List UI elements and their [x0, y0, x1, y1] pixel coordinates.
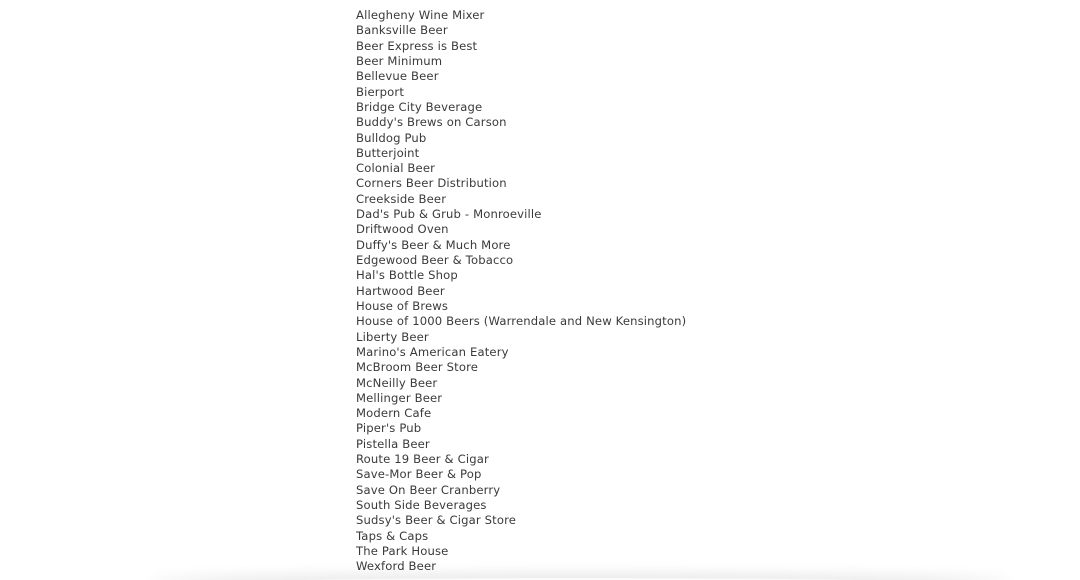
list-item: Bulldog Pub	[356, 130, 427, 145]
list-item: Beer Express is Best	[356, 38, 478, 53]
list-item: Taps & Caps	[356, 528, 429, 543]
list-item: Sudsy's Beer & Cigar Store	[356, 513, 517, 528]
list-item: Dad's Pub & Grub - Monroeville	[356, 207, 542, 222]
list-item: House of Brews	[356, 298, 449, 313]
list-item: McBroom Beer Store	[356, 360, 479, 375]
list-item: Allegheny Wine Mixer	[356, 8, 485, 22]
list-item: Piper's Pub	[356, 421, 422, 436]
list-item: Wexford Beer	[356, 559, 437, 574]
list-item: Hal's Bottle Shop	[356, 268, 458, 283]
list-item: Save On Beer Cranberry	[356, 482, 501, 497]
list-item: Bellevue Beer	[356, 69, 439, 84]
list-item: Bridge City Beverage	[356, 99, 483, 114]
store-list	[356, 8, 686, 575]
list-item: Beer Minimum	[356, 53, 443, 68]
list-item: Bierport	[356, 84, 405, 99]
list-item: Edgewood Beer & Tobacco	[356, 253, 514, 267]
list-item: Marino's American Eatery	[356, 344, 509, 359]
list-item: The Park House	[356, 543, 449, 558]
list-item: McNeilly Beer	[356, 375, 438, 390]
list-item: House of 1000 Beers (Warrendale and New Kensington)	[356, 314, 687, 329]
list-item: Liberty Beer	[356, 329, 429, 344]
list-item: Corners Beer Distribution	[356, 176, 507, 191]
list-item: Driftwood Oven	[356, 222, 449, 237]
list-item: Save-Mor Beer & Pop	[356, 467, 482, 482]
list-item: Hartwood Beer	[356, 283, 445, 298]
list-item: Buddy's Brews on Carson	[356, 115, 507, 130]
list-item: Colonial Beer	[356, 161, 436, 176]
list-item: Pistella Beer	[356, 436, 430, 451]
list-item: Creekside Beer	[356, 191, 447, 206]
list-item: Modern Cafe	[356, 406, 432, 421]
list-item: South Side Beverages	[356, 498, 487, 512]
list-item: Mellinger Beer	[356, 390, 443, 405]
list-item: Duffy's Beer & Much More	[356, 237, 511, 252]
list-item: Banksville Beer	[356, 23, 448, 38]
list-item: Butterjoint	[356, 145, 420, 160]
list-item: Route 19 Beer & Cigar	[356, 452, 489, 467]
